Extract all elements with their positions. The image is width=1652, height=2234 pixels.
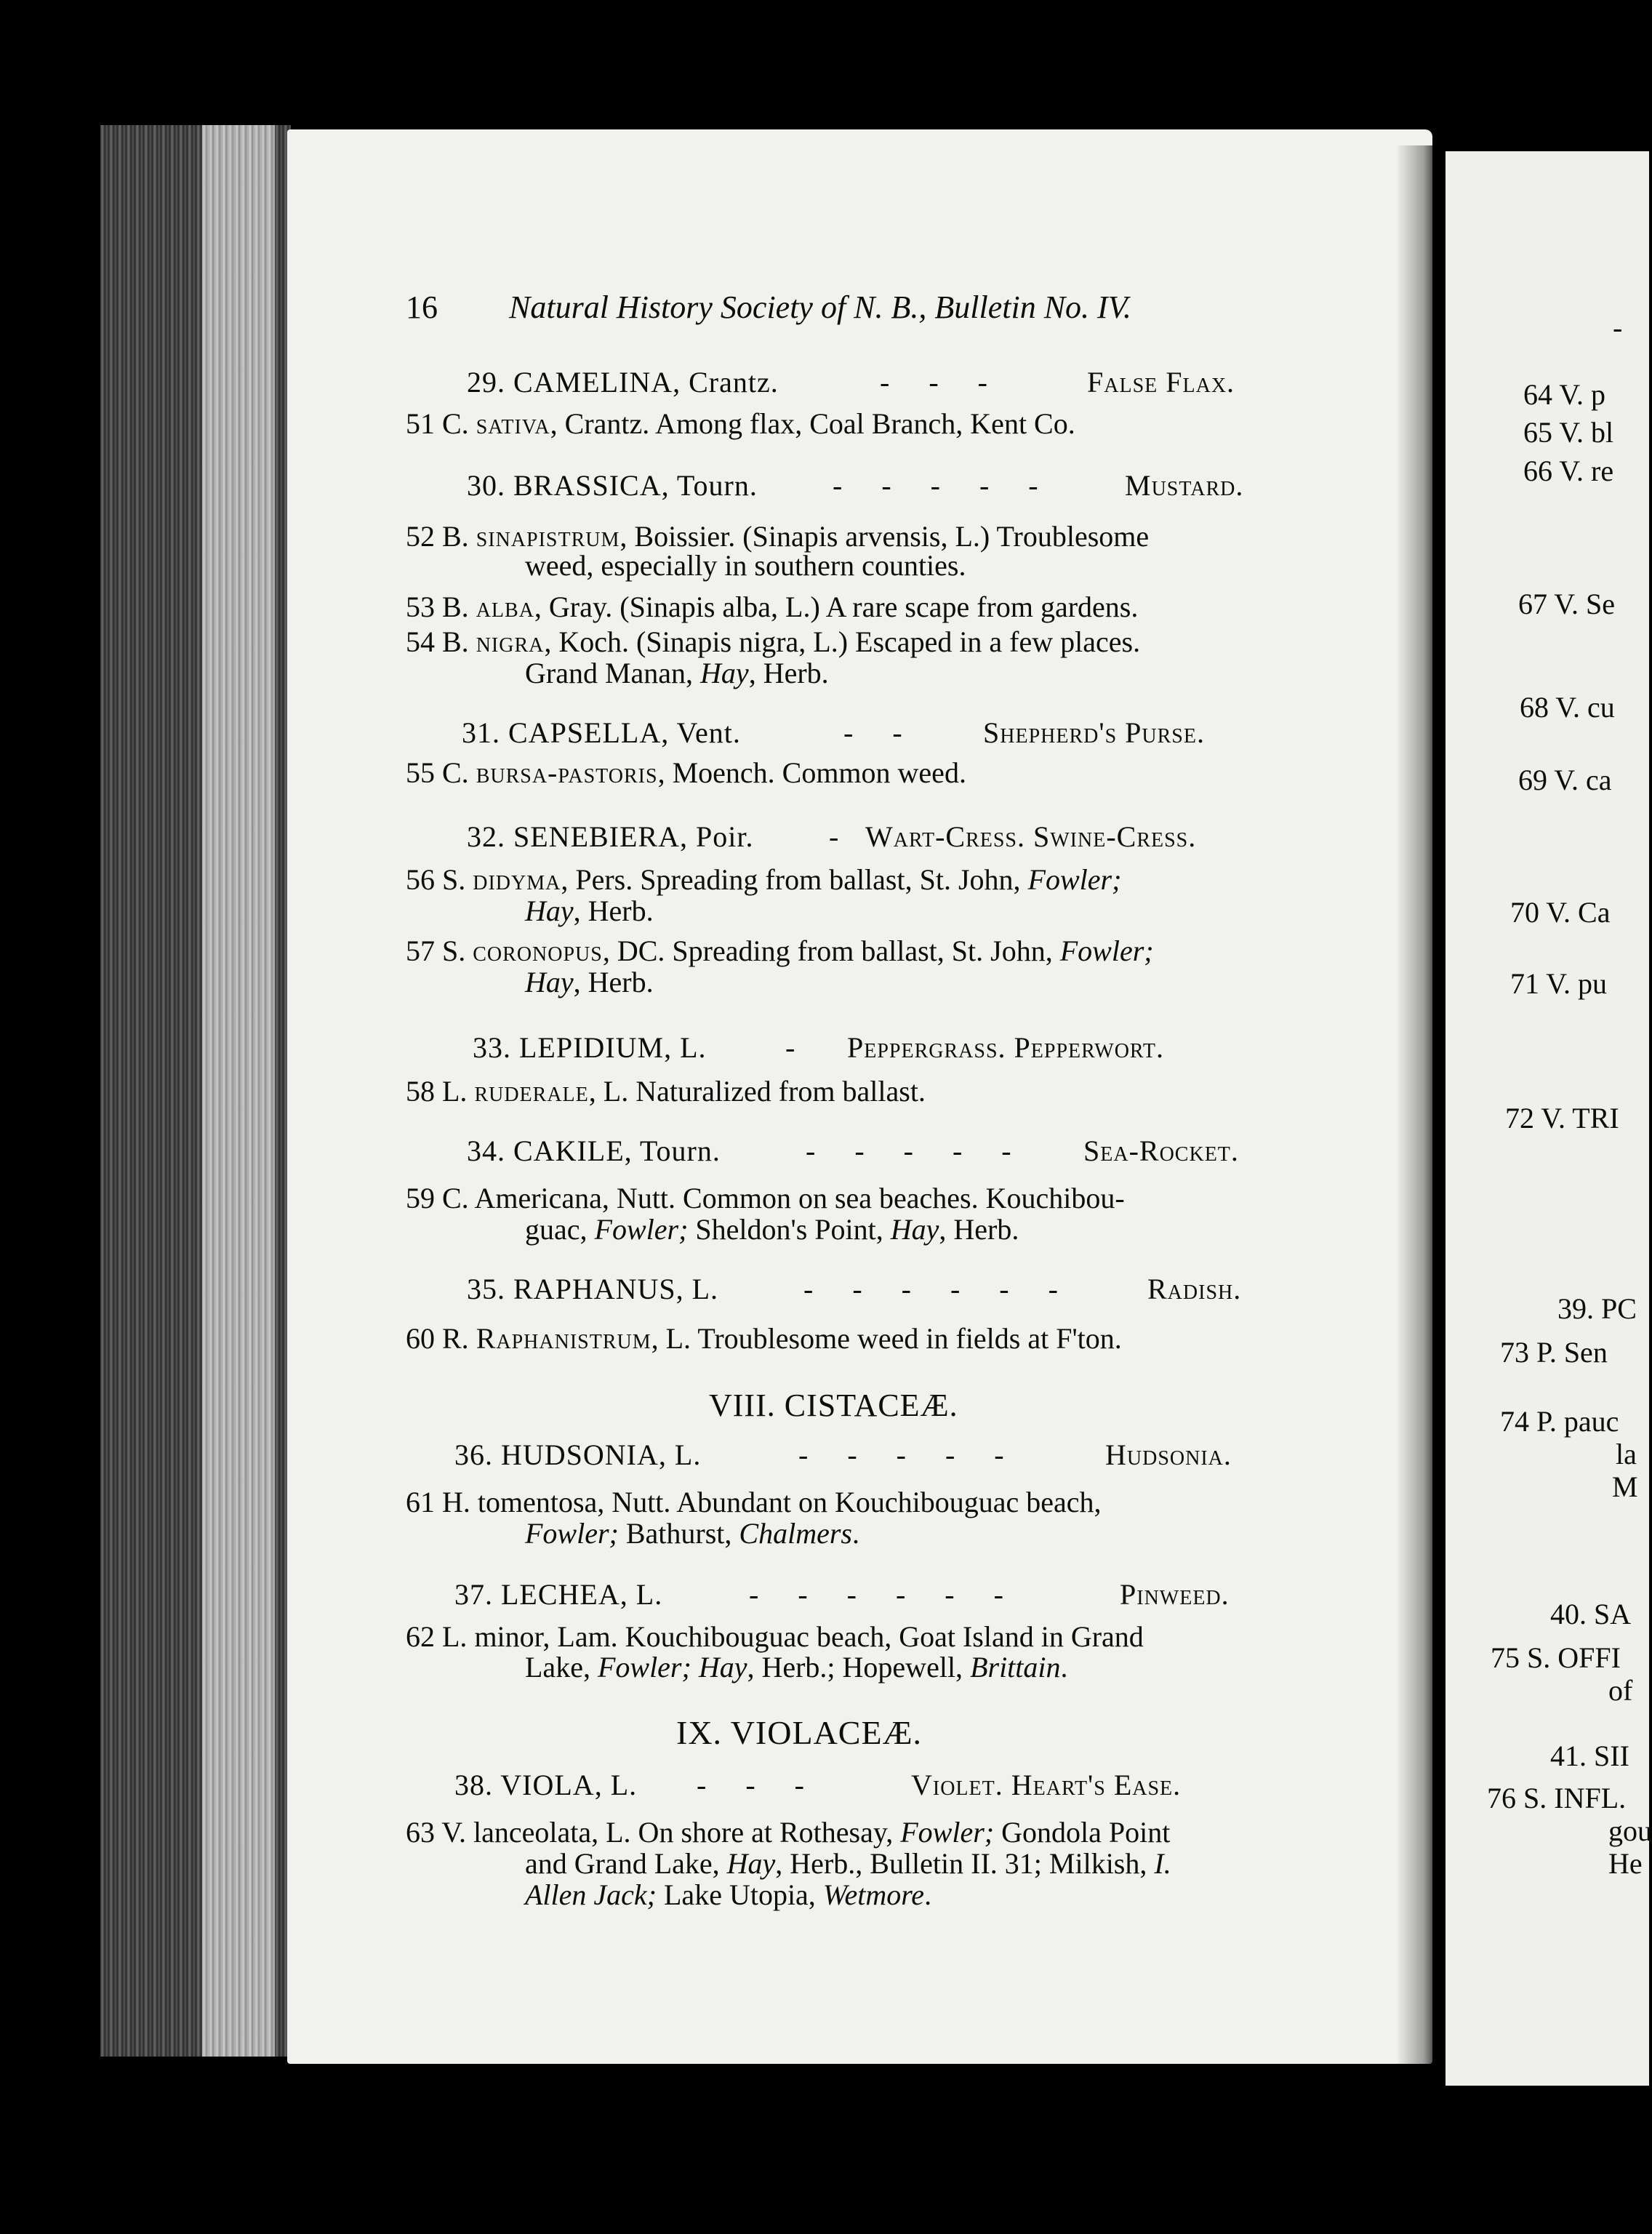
entry-text: guac, [525, 1213, 595, 1246]
right-page-fragment: 73 P. Sen [1500, 1336, 1608, 1369]
common-name: False Flax. [1087, 366, 1235, 399]
leader-dashes: - - - - - [833, 469, 1054, 502]
right-page-fragment: M [1612, 1470, 1638, 1503]
right-page-fragment: 66 V. re [1523, 455, 1614, 487]
species-entry [406, 1322, 1122, 1356]
collector-name: Hay [890, 1213, 939, 1246]
collector-name: Fowler; [525, 1517, 619, 1550]
entry-number: 57 S. [406, 934, 466, 967]
species-epithet: ruderale [474, 1075, 589, 1108]
common-name: Sea-Rocket. [1083, 1134, 1239, 1167]
collector-name: Fowler; Hay [597, 1651, 747, 1683]
entry-text: , Boissier. (Sinapis arvensis, L.) Troublesome [620, 520, 1150, 553]
leader-dashes: - - - - - [806, 1134, 1027, 1167]
collector-name: Hay [525, 966, 574, 998]
collector-name: Wetmore [822, 1878, 925, 1911]
entry-text: , DC. Spreading from ballast, St. John, [602, 934, 1060, 967]
entry-number: 60 R. [406, 1322, 469, 1355]
entry-text: Bathurst, [618, 1517, 739, 1550]
order-heading: IX. VIOLACEÆ. [676, 1714, 922, 1751]
entry-text: tomentosa, Nutt. Abundant on Kouchibouguac beach, [477, 1486, 1102, 1518]
common-name: Hudsonia. [1105, 1438, 1232, 1471]
species-epithet: alba [476, 590, 534, 623]
entry-text: , Herb.; Hopewell, [747, 1651, 971, 1683]
right-page-fragment: 68 V. cu [1520, 691, 1615, 724]
entry-text: , Herb. [748, 657, 829, 689]
species-entry [406, 1182, 1125, 1215]
entry-text: lanceolata, L. On shore at Rothesay, [473, 1816, 901, 1849]
species-epithet: coronopus [473, 934, 603, 967]
collector-name: Allen Jack; [525, 1878, 657, 1911]
right-page-fragment: 64 V. p [1523, 378, 1606, 411]
right-page-mark: - [1613, 311, 1623, 344]
entry-text: , Herb., Bulletin II. 31; Milkish, [775, 1847, 1155, 1880]
entry-number: 59 C. [406, 1182, 469, 1214]
entry-continuation [525, 1517, 859, 1550]
leader-dashes: - [829, 820, 839, 853]
entry-text: , Moench. Common weed. [657, 756, 966, 789]
collector-name: Hay [726, 1847, 776, 1880]
right-page-fragment: 76 S. INFL. [1487, 1782, 1627, 1814]
page-number: 16 [406, 289, 438, 325]
entry-continuation [525, 1847, 1171, 1881]
entry-text: , Gray. (Sinapis alba, L.) A rare scape from gardens. [534, 590, 1139, 623]
genus-heading: 34. CAKILE, Tourn. [467, 1134, 721, 1167]
entry-number: 55 C. [406, 756, 469, 789]
right-page-fragment: 41. SII [1550, 1739, 1629, 1772]
species-epithet: sinapistrum [476, 520, 620, 553]
entry-text: Gondola Point [994, 1816, 1171, 1849]
leader-dashes: - - - - - - [803, 1273, 1074, 1305]
entry-text: , L. Naturalized from ballast. [588, 1075, 926, 1108]
running-head: Natural History Society of N. B., Bulletin No. IV. [509, 289, 1131, 325]
genus-heading: 38. VIOLA, L. [454, 1769, 638, 1801]
right-page-fragment: 74 P. pauc [1500, 1405, 1619, 1438]
species-entry [406, 1075, 926, 1108]
right-page-fragment: 70 V. Ca [1510, 896, 1611, 929]
right-page-fragment: 69 V. ca [1518, 764, 1612, 796]
entry-text: , Pers. Spreading from ballast, St. John, [561, 863, 1028, 896]
right-page-fragment: of [1608, 1674, 1633, 1707]
entry-text: . [1060, 1651, 1068, 1683]
entry-number: 54 B. [406, 625, 469, 658]
collector-name: Fowler; [900, 1816, 995, 1849]
species-entry [406, 756, 966, 790]
species-epithet: Raphanistrum [476, 1322, 651, 1355]
species-entry [406, 625, 1140, 659]
entry-text: Sheldon's Point, [688, 1213, 891, 1246]
entry-number: 63 V. [406, 1816, 467, 1849]
entry-number: 53 B. [406, 590, 469, 623]
entry-number: 62 L. [406, 1620, 468, 1653]
species-epithet: didyma [473, 863, 561, 896]
common-name: Wart-Cress. Swine-Cress. [865, 820, 1197, 853]
entry-text: Lake, [525, 1651, 598, 1683]
common-name: Radish. [1147, 1273, 1242, 1305]
species-entry [406, 934, 1154, 968]
entry-text: Lake Utopia, [657, 1878, 823, 1911]
entry-number: 56 S. [406, 863, 466, 896]
entry-text: , Koch. (Sinapis nigra, L.) Escaped in a few places. [544, 625, 1141, 658]
right-page-fragment: 39. PC [1557, 1292, 1637, 1325]
leader-dashes: - - [843, 716, 918, 749]
common-name: Peppergrass. Pepperwort. [847, 1031, 1165, 1064]
book-page-edges-light [202, 125, 275, 2057]
leader-dashes: - - - - - [798, 1438, 1020, 1471]
collector-name: Hay [525, 894, 574, 927]
right-page-fragment: la [1616, 1438, 1637, 1470]
entry-text: Americana, Nutt. Common on sea beaches. Kouchibou- [474, 1182, 1125, 1214]
collector-name: Fowler; [594, 1213, 689, 1246]
common-name: Pinweed. [1120, 1578, 1230, 1611]
entry-text: , L. Troublesome weed in fields at F'ton. [651, 1322, 1122, 1355]
genus-heading: 35. RAPHANUS, L. [467, 1273, 719, 1305]
entry-text: . [924, 1878, 932, 1911]
entry-text: , Herb. [939, 1213, 1019, 1246]
leader-dashes: - - - [697, 1769, 820, 1801]
entry-number: 51 C. [406, 407, 469, 440]
right-page-fragment: He [1608, 1847, 1643, 1880]
collector-name: Fowler; [1059, 934, 1154, 967]
entry-text: , Herb. [573, 966, 654, 998]
species-entry [406, 590, 1138, 624]
entry-text: , Crantz. Among flax, Coal Branch, Kent Co. [550, 407, 1075, 440]
genus-heading: 31. CAPSELLA, Vent. [462, 716, 741, 749]
species-entry [406, 407, 1075, 441]
right-page-fragment: 65 V. bl [1523, 416, 1614, 449]
collector-name: I. [1154, 1847, 1171, 1880]
right-page-fragment: gou [1608, 1814, 1652, 1847]
leader-dashes: - - - [880, 366, 1003, 399]
entry-continuation [525, 657, 829, 690]
species-entry [406, 863, 1121, 897]
genus-heading: 29. CAMELINA, Crantz. [467, 366, 779, 399]
right-page-fragment: 72 V. TRI [1505, 1102, 1619, 1134]
collector-name: Fowler; [1027, 863, 1122, 896]
species-entry [406, 1816, 1170, 1849]
order-heading: VIII. CISTACEÆ. [709, 1388, 958, 1423]
entry-text: Grand Manan, [525, 657, 701, 689]
species-entry [406, 1486, 1102, 1519]
entry-number: 52 B. [406, 520, 469, 553]
entry-text: and Grand Lake, [525, 1847, 727, 1880]
genus-heading: 37. LECHEA, L. [454, 1578, 663, 1611]
entry-continuation [525, 966, 654, 999]
right-page-fragment: 67 V. Se [1518, 588, 1616, 620]
collector-name: Brittain [970, 1651, 1061, 1683]
right-page-fragment: 40. SA [1550, 1598, 1632, 1630]
genus-heading: 30. BRASSICA, Tourn. [467, 469, 758, 502]
leader-dashes: - [785, 1031, 795, 1064]
gutter-shadow [1396, 145, 1443, 2065]
common-name: Shepherd's Purse. [983, 716, 1205, 749]
common-name: Violet. Heart's Ease. [911, 1769, 1182, 1801]
species-epithet: bursa-pastoris [476, 756, 658, 789]
species-entry [406, 1620, 1144, 1654]
right-page-fragment: 71 V. pu [1510, 967, 1608, 1000]
entry-continuation [525, 1878, 931, 1912]
right-page-fragment: 75 S. OFFI [1491, 1641, 1621, 1674]
species-epithet: nigra [476, 625, 545, 658]
genus-heading: 33. LEPIDIUM, L. [473, 1031, 707, 1064]
entry-text: minor, Lam. Kouchibouguac beach, Goat Island in Grand [474, 1620, 1144, 1653]
genus-heading: 32. SENEBIERA, Poir. [467, 820, 754, 853]
species-epithet: sativa [476, 407, 550, 440]
genus-heading: 36. HUDSONIA, L. [454, 1438, 702, 1471]
collector-name: Chalmers [739, 1517, 852, 1550]
collector-name: Hay [700, 657, 749, 689]
entry-continuation [525, 1213, 1019, 1246]
entry-text: , Herb. [573, 894, 654, 927]
leader-dashes: - - - - - - [749, 1578, 1019, 1611]
entry-number: 61 H. [406, 1486, 470, 1518]
common-name: Mustard. [1125, 469, 1244, 502]
entry-continuation: weed, especially in southern counties. [525, 549, 966, 582]
entry-text: . [852, 1517, 859, 1550]
entry-continuation [525, 1651, 1068, 1684]
entry-continuation [525, 894, 654, 928]
entry-number: 58 L. [406, 1075, 468, 1108]
